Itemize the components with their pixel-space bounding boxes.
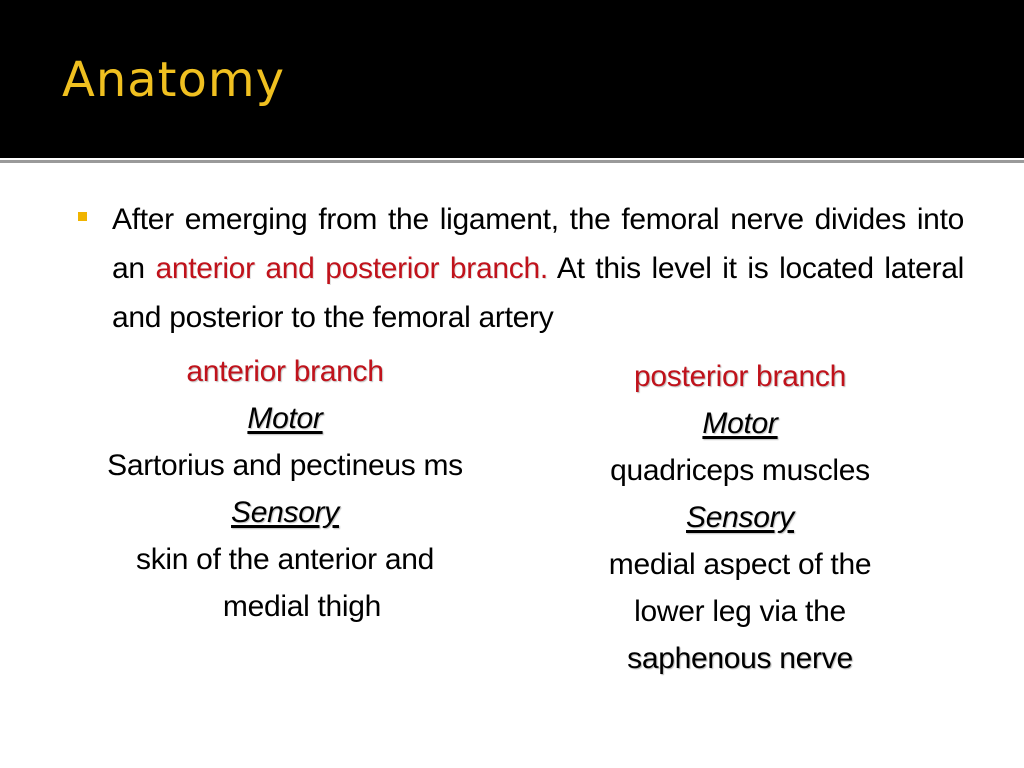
slide-title: Anatomy	[62, 52, 286, 108]
anterior-heading: anterior branch	[186, 355, 384, 388]
bullet-square-icon	[78, 212, 87, 221]
anterior-branch-column	[70, 348, 500, 630]
bullet-highlight: anterior and posterior branch.	[155, 252, 548, 285]
anterior-sensory-line2: medial thigh	[222, 590, 382, 623]
posterior-sensory-line3: saphenous nerve	[627, 642, 853, 675]
title-bar	[0, 0, 1024, 158]
posterior-branch-column	[555, 353, 925, 682]
title-divider	[0, 160, 1024, 163]
bullet-paragraph	[112, 195, 964, 342]
posterior-heading: posterior branch	[634, 360, 846, 393]
bullet-text-before: After emerging from the ligament, the femoral nerve divides into an	[112, 203, 964, 285]
posterior-motor-label: Motor	[702, 407, 778, 440]
anterior-motor-label: Motor	[247, 402, 323, 435]
anterior-sensory-label: Sensory	[231, 496, 339, 529]
posterior-sensory-line1: medial aspect of the	[608, 548, 872, 581]
posterior-motor-text: quadriceps muscles	[610, 454, 870, 487]
posterior-sensory-line2: lower leg via the	[634, 595, 846, 628]
anterior-sensory-line1: skin of the anterior and	[136, 543, 434, 576]
bullet-text-after: At this level it is located lateral and posterior to the femoral artery	[112, 252, 965, 334]
posterior-sensory-label: Sensory	[686, 501, 794, 534]
anterior-motor-text: Sartorius and pectineus ms	[107, 449, 463, 482]
